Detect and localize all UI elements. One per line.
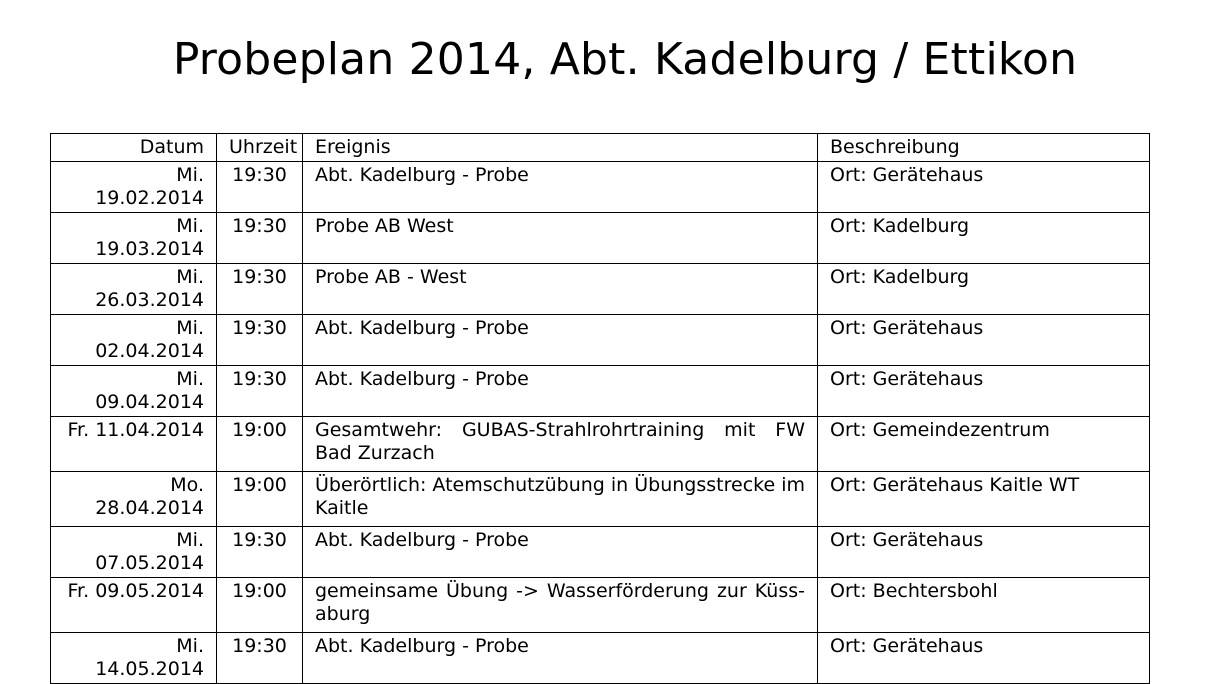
row-time: 19:00 bbox=[217, 578, 303, 633]
row-date: Mi. 19.02.2014 bbox=[51, 162, 217, 213]
row-date: Fr. 09.05.2014 bbox=[51, 578, 217, 633]
row-event: Abt. Kadelburg - Probe bbox=[303, 315, 818, 366]
row-time: 19:00 bbox=[217, 417, 303, 472]
row-date: Mo. 28.04.2014 bbox=[51, 472, 217, 527]
row-description: Ort: Gerätehaus bbox=[818, 366, 1150, 417]
row-event: Abt. Kadelburg - Probe bbox=[303, 366, 818, 417]
row-time: 19:30 bbox=[217, 162, 303, 213]
row-date: Mi. 14.05.2014 bbox=[51, 633, 217, 684]
table-row bbox=[51, 366, 1150, 417]
table-row bbox=[51, 578, 1150, 633]
header-event: Ereignis bbox=[303, 134, 818, 162]
table-header-row bbox=[51, 134, 1150, 162]
row-description: Ort: Gerätehaus bbox=[818, 162, 1150, 213]
row-event: Abt. Kadelburg - Probe bbox=[303, 162, 818, 213]
row-event: Überörtlich: Atemschutzübung in Übungsstrecke im Kaitle bbox=[303, 472, 818, 527]
row-date: Fr. 11.04.2014 bbox=[51, 417, 217, 472]
schedule-table bbox=[50, 133, 1150, 684]
header-time: Uhrzeit bbox=[217, 134, 303, 162]
row-time: 19:30 bbox=[217, 366, 303, 417]
row-description: Ort: Gemeindezentrum bbox=[818, 417, 1150, 472]
table-row bbox=[51, 633, 1150, 684]
row-description: Ort: Kadelburg bbox=[818, 213, 1150, 264]
table-row bbox=[51, 264, 1150, 315]
row-date: Mi. 09.04.2014 bbox=[51, 366, 217, 417]
table-row bbox=[51, 527, 1150, 578]
row-date: Mi. 02.04.2014 bbox=[51, 315, 217, 366]
page-title: Probeplan 2014, Abt. Kadelburg / Ettikon bbox=[172, 34, 1078, 85]
row-time: 19:00 bbox=[217, 472, 303, 527]
row-time: 19:30 bbox=[217, 633, 303, 684]
header-date: Datum bbox=[51, 134, 217, 162]
row-date: Mi. 07.05.2014 bbox=[51, 527, 217, 578]
row-time: 19:30 bbox=[217, 315, 303, 366]
row-description: Ort: Gerätehaus bbox=[818, 633, 1150, 684]
row-event: Abt. Kadelburg - Probe bbox=[303, 527, 818, 578]
row-event: Gesamtwehr: GUBAS-Strahlrohrtraining mit FW Bad Zurzach bbox=[303, 417, 818, 472]
row-description: Ort: Bechtersbohl bbox=[818, 578, 1150, 633]
table-row bbox=[51, 213, 1150, 264]
row-event: gemeinsame Übung -> Wasserförderung zur Küss-aburg bbox=[303, 578, 818, 633]
row-description: Ort: Gerätehaus Kaitle WT bbox=[818, 472, 1150, 527]
row-event: Probe AB - West bbox=[303, 264, 818, 315]
row-description: Ort: Kadelburg bbox=[818, 264, 1150, 315]
row-event: Abt. Kadelburg - Probe bbox=[303, 633, 818, 684]
header-description: Beschreibung bbox=[818, 134, 1150, 162]
row-event: Probe AB West bbox=[303, 213, 818, 264]
table-row bbox=[51, 315, 1150, 366]
table-row bbox=[51, 472, 1150, 527]
row-time: 19:30 bbox=[217, 527, 303, 578]
row-time: 19:30 bbox=[217, 213, 303, 264]
table-row bbox=[51, 417, 1150, 472]
row-description: Ort: Gerätehaus bbox=[818, 527, 1150, 578]
table-row bbox=[51, 162, 1150, 213]
row-date: Mi. 26.03.2014 bbox=[51, 264, 217, 315]
row-date: Mi. 19.03.2014 bbox=[51, 213, 217, 264]
row-description: Ort: Gerätehaus bbox=[818, 315, 1150, 366]
row-time: 19:30 bbox=[217, 264, 303, 315]
